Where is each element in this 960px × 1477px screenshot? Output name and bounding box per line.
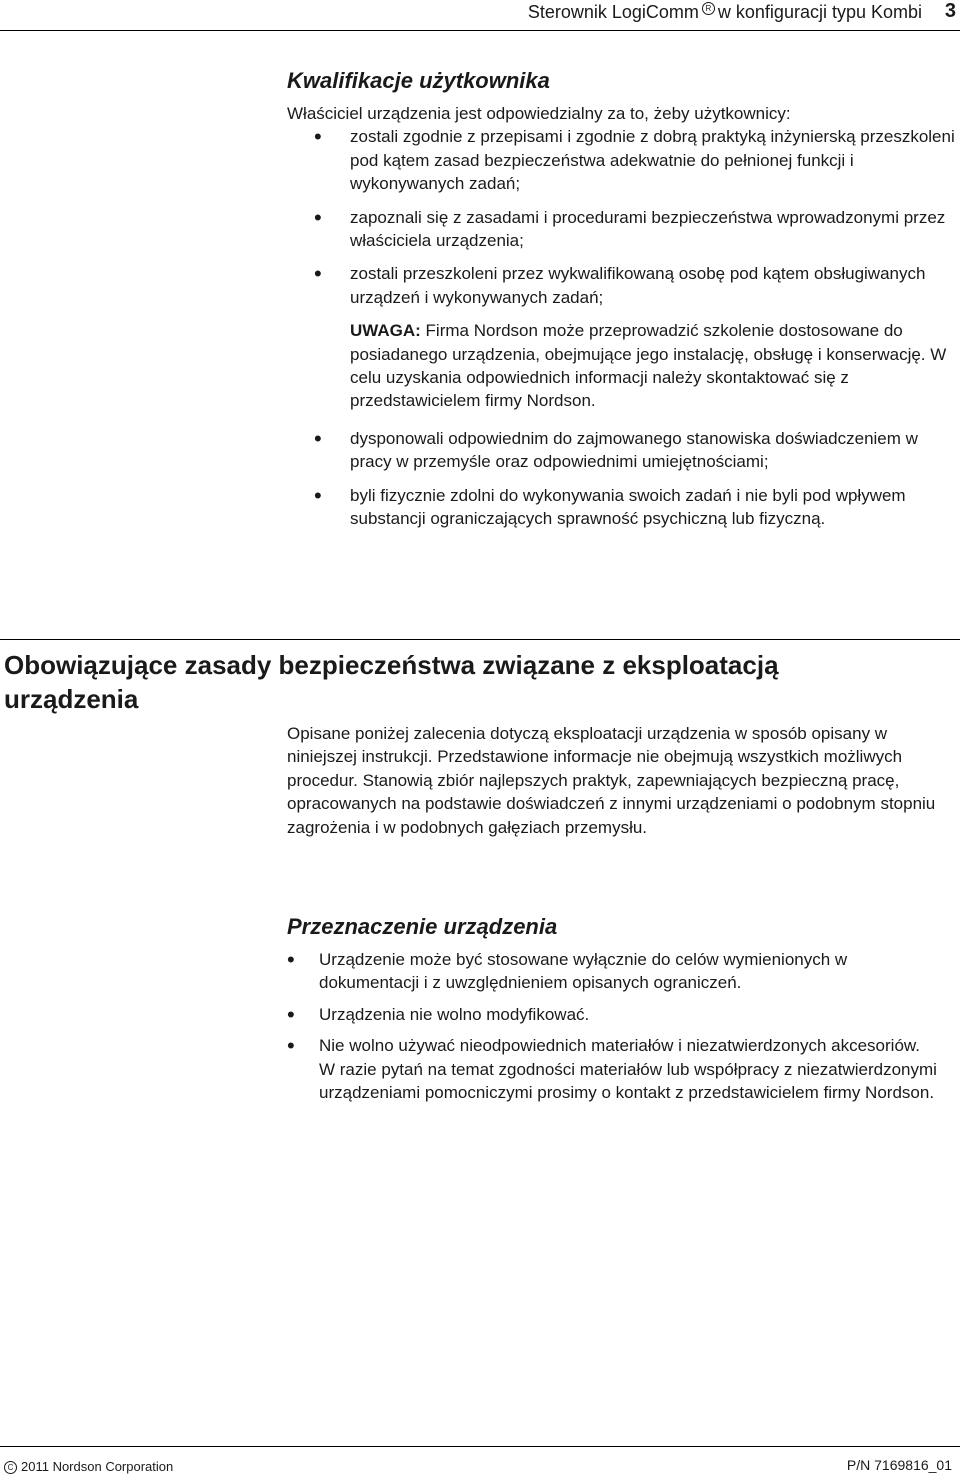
section-divider — [0, 639, 960, 640]
note-text: Firma Nordson może przeprowadzić szkolenie dostosowane do posiadanego urządzenia, obejmujące jego instalację, obsługę i konserwację. W celu uzyskania odpowiednich informacji należy skontaktować się z przedstawicielem firmy Nordson. — [350, 321, 947, 411]
list-item: • zapoznali się z zasadami i procedurami bezpieczeństwa wprowadzonymi przez właściciela urządzenia; — [287, 206, 956, 253]
list-item: • zostali przeszkoleni przez wykwalifikowaną osobę pod kątem obsługiwanych urządzeń i wykonywanych zadań; — [287, 262, 956, 309]
copyright-text: 2011 Nordson Corporation — [21, 1459, 174, 1474]
page-footer — [0, 1446, 960, 1477]
copyright-icon: C — [4, 1461, 17, 1474]
purpose-heading: Przeznaczenie urządzenia — [287, 914, 558, 939]
header-title-config: w konfiguracji typu Kombi — [717, 2, 922, 22]
qualifications-intro: Właściciel urządzenia jest odpowiedzialny za to, żeby użytkownicy: — [287, 104, 791, 123]
header-title — [528, 2, 922, 23]
footer-part-number: P/N 7169816_01 — [846, 1457, 952, 1473]
list-item: • zostali zgodnie z przepisami i zgodnie z dobrą praktyką inżynierską przeszkoleni pod kątem zasad bezpieczeństwa adekwatnie do pełnionej funkcji i wykonywanych zadań; — [287, 125, 956, 195]
qualifications-list — [287, 125, 956, 309]
purpose-list — [287, 948, 940, 1104]
note-block — [287, 319, 956, 413]
registered-icon: R — [702, 2, 715, 15]
list-item: • byli fizycznie zdolni do wykonywania swoich zadań i nie byli pod wpływem substancji ograniczających sprawność psychiczną lub fizyczną. — [287, 484, 956, 531]
safety-heading: Obowiązujące zasady bezpieczeństwa związane z eksploatacją urządzenia — [4, 650, 779, 714]
page-number: 3 — [944, 0, 956, 22]
footer-copyright — [4, 1459, 173, 1474]
qualifications-section — [287, 66, 956, 541]
header-title-product: Sterownik LogiComm — [527, 2, 699, 22]
note-label: UWAGA: — [350, 321, 421, 341]
list-item: • Nie wolno używać nieodpowiednich materiałów i niezatwierdzonych akcesoriów. W razie pytań na temat zgodności materiałów lub współpracy z niezatwierdzonymi urządzeniami pomocniczymi prosimy o kontakt z przedstawicielem firmy Nordson. — [287, 1034, 940, 1104]
safety-section — [287, 722, 940, 839]
purpose-section — [287, 912, 940, 1112]
qualifications-heading: Kwalifikacje użytkownika — [287, 68, 550, 93]
page-header — [0, 0, 960, 31]
qualifications-list-continued — [287, 427, 956, 531]
list-item: • Urządzenia nie wolno modyfikować. — [287, 1003, 940, 1026]
list-item: • dysponowali odpowiednim do zajmowanego stanowiska doświadczeniem w pracy w przemyśle oraz odpowiednimi umiejętnościami; — [287, 427, 956, 474]
list-item: • Urządzenie może być stosowane wyłącznie do celów wymienionych w dokumentacji i z uwzględnieniem opisanych ograniczeń. — [287, 948, 940, 995]
safety-paragraph: Opisane poniżej zalecenia dotyczą eksploatacji urządzenia w sposób opisany w niniejszej instrukcji. Przedstawione informacje nie obejmują wszystkich możliwych procedur. Stanowią zbiór najlepszych praktyk, zapewniających bezpieczną pracę, opracowanych na podstawie doświadczeń z innymi urządzeniami o podobnym stopniu zagrożenia i w podobnych gałęziach przemysłu. — [287, 724, 936, 837]
